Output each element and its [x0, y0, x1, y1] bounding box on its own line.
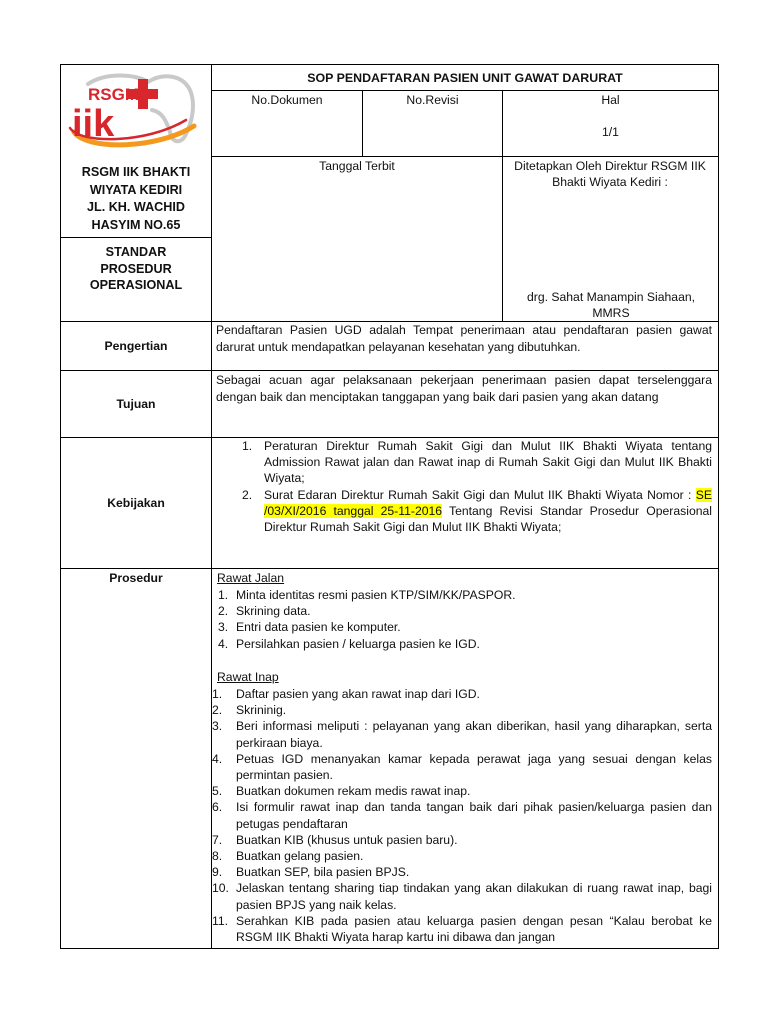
rawat-inap-item — [212, 864, 712, 880]
rawat-inap-list — [212, 686, 712, 945]
kebijakan-item-2 — [242, 487, 712, 536]
rawat-jalan-item-text: Skrining data. — [236, 604, 311, 619]
rawat-inap-item-text: Daftar pasien yang akan rawat inap dari IGD. — [236, 687, 480, 701]
no-revisi-label: No.Revisi — [406, 93, 459, 107]
rawat-inap-item — [212, 848, 712, 864]
rawat-inap-item — [212, 832, 712, 848]
rawat-inap-item — [212, 751, 712, 783]
kebijakan-label: Kebijakan — [107, 496, 165, 510]
rawat-jalan-item — [218, 619, 712, 635]
hal-label: Hal — [601, 93, 620, 107]
rawat-inap-item — [212, 913, 712, 945]
sop-label — [62, 244, 210, 294]
sop-label-line-2: PROSEDUR — [100, 261, 172, 276]
rawat-inap-item — [212, 783, 712, 799]
rawat-inap-item-number: 1. — [212, 687, 223, 701]
institution-line-1: RSGM IIK BHAKTI — [81, 165, 191, 179]
kebijakan-item-2-highlight: SE /03/XI/2016 tanggal 25-11-2016 — [264, 487, 712, 518]
kebijakan-list — [242, 438, 712, 535]
rawat-jalan-item-number: 2. — [218, 604, 229, 619]
institution-line-2: WIYATA KEDIRI — [89, 182, 183, 197]
hal-value: 1/1 — [602, 125, 619, 139]
rawat-jalan-item — [218, 587, 712, 603]
rawat-inap-item-text: Beri informasi meliputi : pelayanan yang akan diberikan, hasil yang diharapkan, serta perkiraan biaya. — [236, 719, 712, 750]
rawat-jalan-item-number: 4. — [218, 636, 229, 651]
ditetapkan-text: Ditetapkan Oleh Direktur RSGM IIK Bhakti Wiyata Kediri : — [514, 159, 706, 189]
kebijakan-row-divider — [60, 568, 719, 569]
rawat-inap-item-text: Petuas IGD menanyakan kamar kepada perawat jaga yang sesuai dengan kelas permintan pasien. — [236, 751, 712, 783]
rawat-inap-item-text: Serahkan KIB pada pasien atau keluarga pasien dengan pesan “Kalau berobat ke RSGM IIK Bhakti Wiyata harap kartu ini dibawa dan jangan — [236, 913, 712, 945]
rawat-inap-item-number: 11. — [212, 913, 229, 928]
no-dokumen-label: No.Dokumen — [251, 93, 323, 107]
doc-number-row-divider — [211, 156, 719, 157]
rawat-inap-item-number: 5. — [212, 784, 223, 799]
rsgm-iik-logo — [66, 70, 204, 152]
kebijakan-item-2-number: 2. — [242, 487, 253, 502]
table-border-top — [60, 64, 719, 65]
rawat-inap-item-number: 7. — [212, 832, 223, 847]
institution-name — [62, 164, 210, 234]
rawat-inap-item-text: Isi formulir rawat inap dan tanda tangan baik dari pihak pasien/keluarga pasien dan petugas pendaftaran — [236, 800, 712, 831]
rawat-inap-item-number: 10. — [212, 881, 229, 896]
pengertian-text: Pendaftaran Pasien UGD adalah Tempat penerimaan atau pendaftaran pasien gawat darurat untuk mendapatkan pelayanan kesehatan yang dibutuhkan. — [216, 323, 712, 354]
logo-top-text: RSGM — [88, 85, 139, 104]
rawat-inap-item-number: 3. — [212, 719, 223, 734]
sop-label-line-1: STANDAR — [105, 245, 167, 259]
rawat-inap-item — [212, 880, 712, 912]
signer-name: drg. Sahat Manampin Siahaan, MMRS — [526, 290, 696, 320]
sop-label-line-3: OPERASIONAL — [89, 278, 183, 292]
kebijakan-item-2-text — [264, 487, 712, 536]
prosedur-label: Prosedur — [109, 571, 163, 585]
logo-graphic — [66, 70, 204, 152]
rawat-inap-item-text: Skrininig. — [236, 703, 287, 718]
rawat-jalan-item-text: Minta identitas resmi pasien KTP/SIM/KK/PASPOR. — [236, 588, 516, 602]
rawat-inap-item-number: 6. — [212, 800, 223, 815]
rawat-jalan-heading: Rawat Jalan — [217, 571, 285, 585]
rawat-inap-item — [212, 718, 712, 750]
tujuan-text: Sebagai acuan agar pelaksanaan pekerjaan penerimaan pasien dapat terselenggara dengan baik dan menciptakan tanggapan yang baik dari pasien yang akan datang — [216, 373, 712, 404]
pengertian-row-divider — [60, 370, 719, 371]
institution-divider — [60, 237, 211, 238]
kebijakan-item-1-number: 1. — [242, 439, 253, 453]
rawat-jalan-item-number: 3. — [218, 620, 229, 635]
tujuan-label: Tujuan — [116, 397, 156, 411]
rawat-jalan-item — [218, 636, 712, 652]
rawat-jalan-item — [218, 603, 712, 619]
table-border-right — [718, 64, 719, 949]
institution-line-4: HASYIM NO.65 — [91, 217, 181, 232]
rawat-jalan-item-number: 1. — [218, 588, 229, 602]
rawat-inap-item — [212, 799, 712, 831]
rawat-jalan-item-text: Entri data pasien ke komputer. — [236, 620, 401, 635]
rawat-inap-item — [212, 702, 712, 718]
rawat-jalan-list — [218, 587, 712, 652]
table-border-bottom — [60, 948, 719, 949]
kebijakan-item-1 — [242, 438, 712, 487]
rawat-inap-heading: Rawat Inap — [217, 670, 279, 684]
rawat-inap-item-text: Buatkan SEP, bila pasien BPJS. — [236, 865, 410, 880]
rawat-inap-item-number: 8. — [212, 849, 223, 864]
rawat-inap-item-number: 2. — [212, 703, 223, 718]
kebijakan-item-2-before: Surat Edaran Direktur Rumah Sakit Gigi dan Mulut IIK Bhakti Wiyata Nomor : — [264, 487, 696, 502]
logo-bottom-text: iik — [72, 103, 115, 145]
rawat-inap-item-number: 4. — [212, 751, 223, 766]
title-row-divider — [211, 90, 719, 91]
rawat-inap-item — [212, 686, 712, 702]
kebijakan-item-1-text: Peraturan Direktur Rumah Sakit Gigi dan Mulut IIK Bhakti Wiyata tentang Admission Rawat jalan dan Rawat inap di Rumah Sakit Gigi dan Mulut IIK Bhakti Wiyata; — [264, 439, 712, 486]
rawat-inap-item-text: Buatkan KIB (khusus untuk pasien baru). — [236, 832, 458, 847]
pengertian-label: Pengertian — [104, 339, 168, 353]
institution-line-3: JL. KH. WACHID — [87, 200, 185, 214]
rawat-inap-item-text: Jelaskan tentang sharing tiap tindakan yang akan dilakukan di ruang rawat inap, bagi pasien BPJS yang naik kelas. — [236, 881, 712, 912]
tanggal-terbit-label: Tanggal Terbit — [319, 159, 395, 173]
rawat-inap-item-text: Buatkan gelang pasien. — [236, 849, 364, 864]
kebijakan-item-2-after: Tentang Revisi Standar Prosedur Operasional Direktur Rumah Sakit Gigi dan Mulut IIK Bhakti Wiyata; — [264, 503, 712, 535]
rawat-jalan-item-text: Persilahkan pasien / keluarga pasien ke IGD. — [236, 636, 480, 651]
rawat-inap-item-text: Buatkan dokumen rekam medis rawat inap. — [236, 784, 471, 799]
rawat-inap-item-number: 9. — [212, 865, 223, 880]
document-title: SOP PENDAFTARAN PASIEN UNIT GAWAT DARURAT — [307, 71, 623, 85]
